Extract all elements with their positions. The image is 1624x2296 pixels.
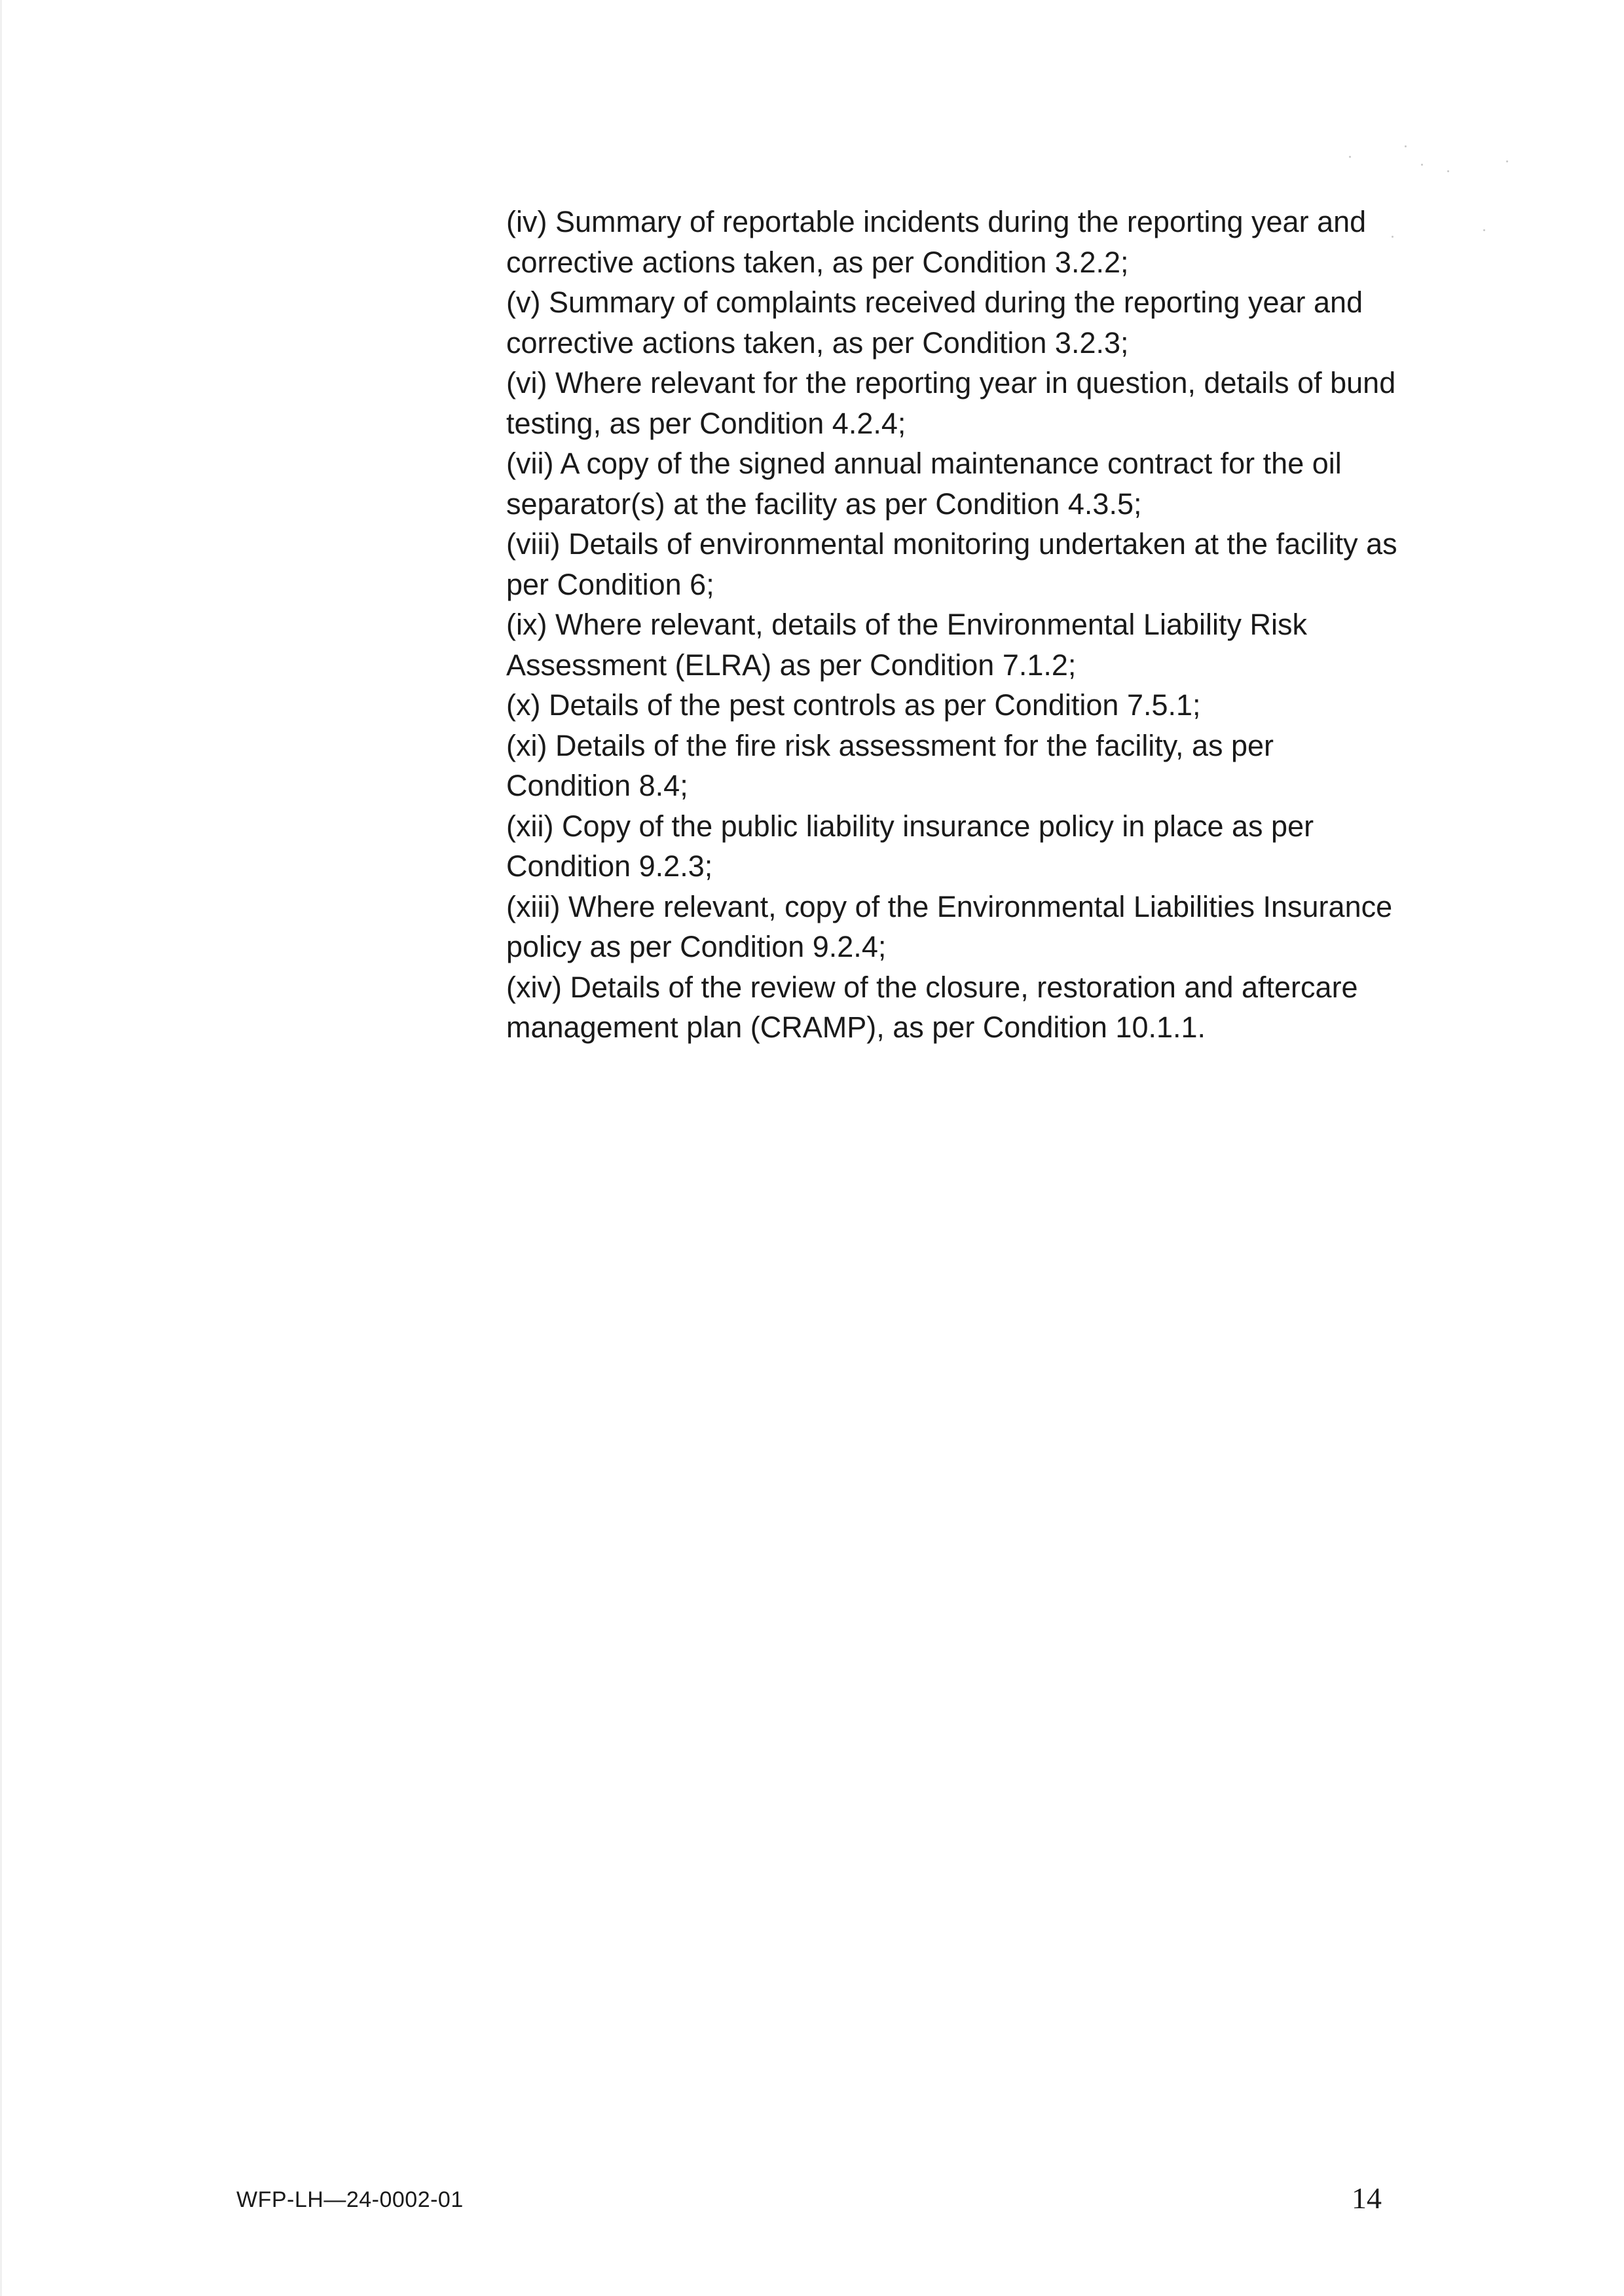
list-item: (viii) Details of environmental monitoring undertaken at the facility as per Condition 6;	[506, 527, 1397, 601]
document-reference: WFP-LH—24-0002-01	[236, 2187, 464, 2212]
list-item: (xiii) Where relevant, copy of the Environmental Liabilities Insurance policy as per Condition 9.2.4;	[506, 889, 1393, 963]
list-item: (iv) Summary of reportable incidents during the reporting year and corrective actions taken, as per Condition 3.2.2;	[506, 205, 1367, 279]
list-item: (vii) A copy of the signed annual maintenance contract for the oil separator(s) at the facility as per Condition 4.3.5;	[506, 447, 1342, 521]
scan-edge	[0, 0, 2, 2296]
list-item: (xiv) Details of the review of the closure, restoration and aftercare management plan (CRAMP), as per Condition 10.1.1.	[506, 970, 1358, 1044]
report-requirements-list	[506, 202, 1403, 1048]
list-item: (x) Details of the pest controls as per Condition 7.5.1;	[506, 688, 1201, 722]
list-item: (xii) Copy of the public liability insurance policy in place as per Condition 9.2.3;	[506, 809, 1314, 883]
list-item: (vi) Where relevant for the reporting year in question, details of bund testing, as per Condition 4.2.4;	[506, 366, 1396, 440]
list-item: (v) Summary of complaints received during the reporting year and corrective actions taken, as per Condition 3.2.3;	[506, 286, 1363, 360]
list-item: (ix) Where relevant, details of the Environmental Liability Risk Assessment (ELRA) as per Condition 7.1.2;	[506, 608, 1307, 682]
page-number: 14	[1352, 2181, 1382, 2215]
list-item: (xi) Details of the fire risk assessment for the facility, as per Condition 8.4;	[506, 728, 1274, 802]
